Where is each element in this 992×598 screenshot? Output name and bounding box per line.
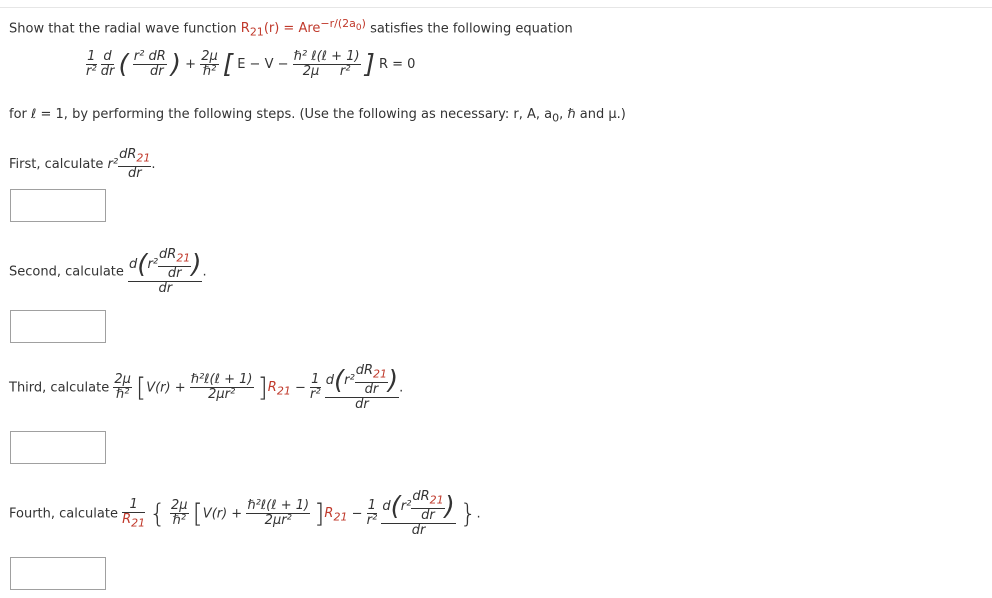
step-4-prompt: Fourth, calculate $\frac{1}{R_{21}}$ { $\frac{2\mu}{\text{ℏ²}}$ [V(r) + $\frac{\text{ℏ²ℓ(ℓ + 1)}}{\text{2μr²}}$ ]$R_{21}$ − $\frac{1}{\text{r²}}$ d(r² $\frac{dR_{21}}{dr}$ ) dr }. — [9, 489, 481, 538]
wave-function: $R_{21}(r) = Are^{-r/(2a_0)}$ — [240, 17, 366, 39]
step-3-prompt: Third, calculate $\frac{2\mu}{\text{ℏ²}}$ [V(r) + $\frac{\text{ℏ²ℓ(ℓ + 1)}}{\text{2μr²}}$ ]$R_{21}$ − $\frac{1}{\text{r²}}$ d(r² $\frac{dR_{21}}{dr}$ ) dr . — [9, 363, 404, 412]
step-2-answer-box[interactable] — [10, 310, 106, 343]
step-2-prompt: Second, calculate d(r² $\frac{dR_{21}}{dr}$ ) dr . — [9, 247, 207, 296]
step-1-answer-input[interactable] — [11, 190, 105, 221]
step-4-answer-box[interactable] — [10, 557, 106, 590]
step-3-answer-box[interactable] — [10, 431, 106, 464]
step-3-answer-input[interactable] — [11, 432, 105, 463]
schrodinger-radial-equation: $\frac{1}{\text{r²}}$ $\frac{d}{dr}$ ( $\frac{\text{r² dR}}{dr}$ ) + $\frac{2\mu}{\text{ℏ²}}$ [ E − V − $\frac{\text{ℏ² ℓ(ℓ + 1)}}{\text{2μ r²}}$ ] R = 0 — [86, 49, 416, 80]
step-2-answer-input[interactable] — [11, 311, 105, 342]
step-4-answer-input[interactable] — [11, 558, 105, 589]
problem-instructions: for ℓ = 1, by performing the following steps. (Use the following as necessary: r, A, $a_0$, ℏ and μ.) — [9, 107, 626, 125]
top-divider — [0, 0, 992, 8]
step-1-answer-box[interactable] — [10, 189, 106, 222]
step-1-prompt: First, calculate r² $\frac{dR_{21}}{dr}$ . — [9, 147, 156, 181]
problem-intro: Show that the radial wave function $R_{21}(r) = Are^{-r/(2a_0)}$ satisfies the following equation — [9, 17, 573, 39]
